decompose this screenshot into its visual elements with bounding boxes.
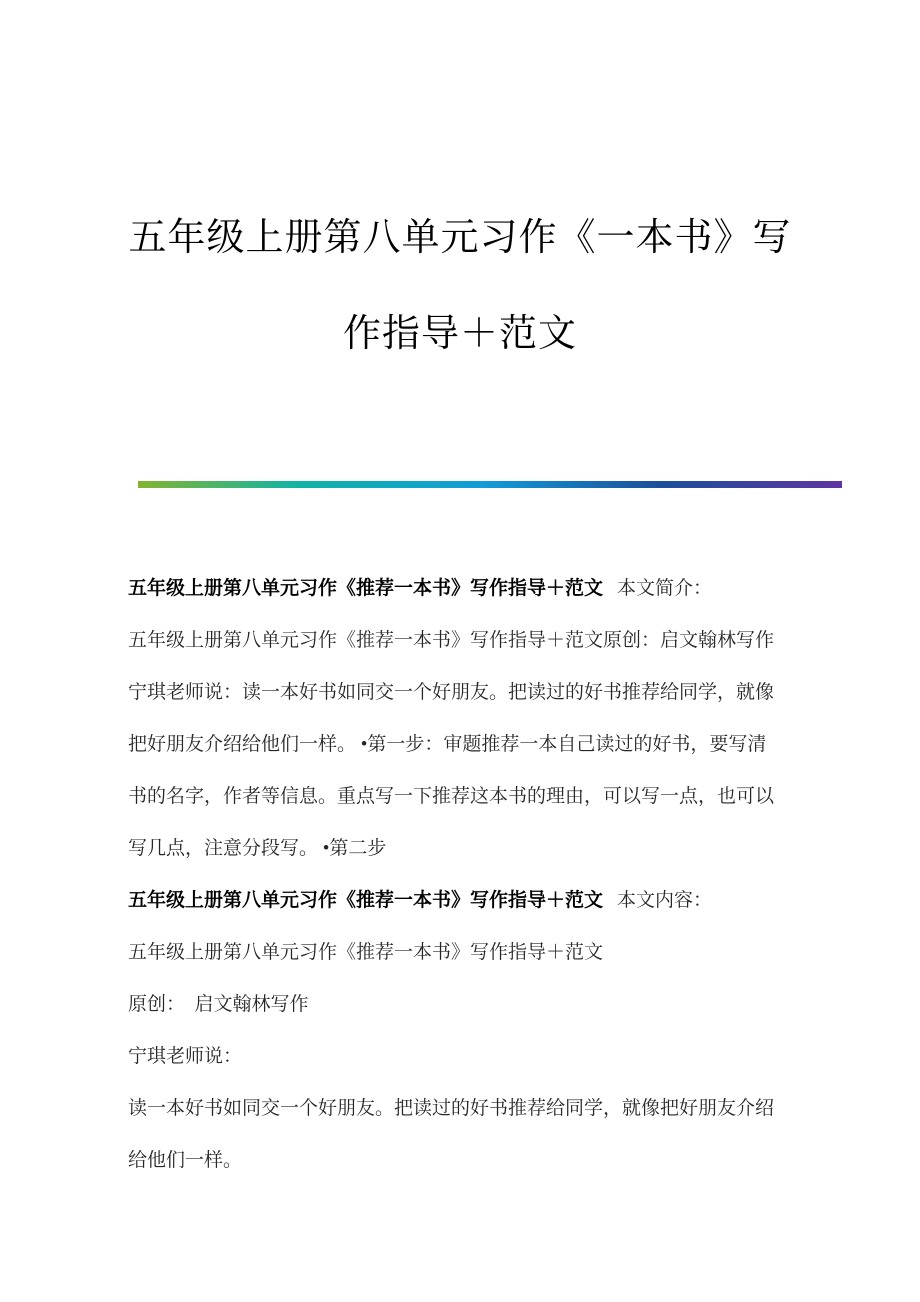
- document-title-line-1: 五年级上册第八单元习作《一本书》写: [128, 217, 792, 259]
- body-text: 宁琪老师说：读一本好书如同交一个好朋友。把读过的好书推荐给同学，就像: [128, 682, 775, 703]
- document-body: [128, 563, 800, 1187]
- body-text: 写几点，注意分段写。 •第二步: [128, 838, 387, 859]
- body-text: 原创： 启文翰林写作: [128, 994, 309, 1015]
- document-title-line-2: 作指导＋范文: [342, 313, 577, 355]
- body-text: 书的名字，作者等信息。重点写一下推荐这本书的理由，可以写一点，也可以: [128, 786, 775, 807]
- body-text-bold-heading: 五年级上册第八单元习作《推荐一本书》写作指导＋范文: [128, 578, 604, 599]
- body-text-line: [128, 1083, 800, 1135]
- body-text: 五年级上册第八单元习作《推荐一本书》写作指导＋范文原创：启文翰林写作: [128, 630, 775, 651]
- body-text: 读一本好书如同交一个好朋友。把读过的好书推荐给同学，就像把好朋友介绍: [128, 1098, 775, 1119]
- body-text-line: [128, 927, 800, 979]
- body-text-line: [128, 979, 800, 1031]
- gradient-divider-bar: [138, 481, 842, 488]
- body-text-line: [128, 719, 800, 771]
- body-text-line: [128, 875, 800, 927]
- body-text-line: [128, 563, 800, 615]
- body-text-line: [128, 771, 800, 823]
- body-text: 本文简介：: [617, 578, 713, 599]
- body-text: 给他们一样。: [128, 1150, 243, 1171]
- body-text-line: [128, 1135, 800, 1187]
- body-text-line: [128, 667, 800, 719]
- body-text: 五年级上册第八单元习作《推荐一本书》写作指导＋范文: [128, 942, 604, 963]
- body-text: 宁琪老师说：: [128, 1046, 243, 1067]
- body-text-bold-heading: 五年级上册第八单元习作《推荐一本书》写作指导＋范文: [128, 890, 604, 911]
- body-text-line: [128, 1031, 800, 1083]
- document-title: [0, 190, 920, 382]
- body-text: 把好朋友介绍给他们一样。 •第一步：审题推荐一本自己读过的好书，要写清: [128, 734, 767, 755]
- body-text: 本文内容：: [617, 890, 713, 911]
- body-text-line: [128, 615, 800, 667]
- body-text-line: [128, 823, 800, 875]
